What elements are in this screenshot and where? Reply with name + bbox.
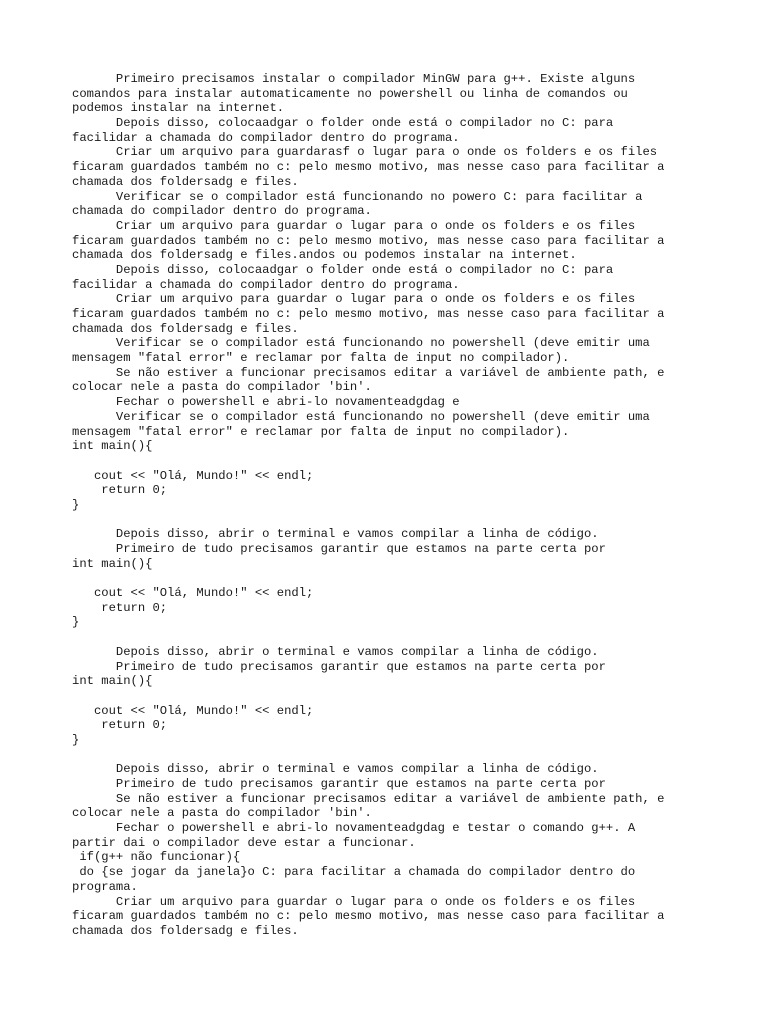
text-line: comandos para instalar automaticamente no powershell ou linha de comandos ou	[72, 86, 628, 101]
text-line: Depois disso, colocaadgar o folder onde está o compilador no C: para	[72, 262, 614, 277]
text-line: Primeiro de tudo precisamos garantir que estamos na parte certa por	[72, 777, 606, 791]
text-line: chamada dos foldersadg e files.	[72, 923, 299, 938]
text-line	[72, 454, 692, 469]
text-line: chamada do compilador dentro do programa.	[72, 204, 372, 219]
text-line: do {se jogar da janela}o C: para facilitar a chamada do compilador dentro do	[72, 865, 636, 880]
text-line: cout << "Olá, Mundo!" << endl;	[72, 703, 314, 718]
text-line: Verificar se o compilador está funcionando no powershell (deve emitir uma	[72, 409, 650, 424]
text-line	[72, 630, 692, 645]
text-line: facilidar a chamada do compilador dentro do programa.	[72, 130, 460, 145]
text-line: colocar nele a pasta do compilador 'bin'.	[72, 380, 372, 395]
text-line: Primeiro de tudo precisamos garantir que estamos na parte certa por	[72, 659, 606, 674]
document-page	[72, 72, 692, 939]
text-line: }	[72, 497, 80, 512]
text-line: cout << "Olá, Mundo!" << endl;	[72, 586, 314, 601]
text-line: int main(){	[72, 556, 153, 571]
text-line	[72, 689, 692, 704]
text-line: chamada dos foldersadg e files.	[72, 174, 299, 189]
text-line: chamada dos foldersadg e files.	[72, 321, 299, 336]
text-line: Primeiro precisamos instalar o compilador MinGW para g++. Existe alguns	[72, 72, 636, 86]
text-line: partir dai o compilador deve estar a funcionar.	[72, 835, 416, 850]
text-line	[72, 748, 692, 763]
text-line: Criar um arquivo para guardar o lugar para o onde os folders e os files	[72, 292, 636, 307]
text-line: Criar um arquivo para guardar o lugar para o onde os folders e os files	[72, 218, 636, 233]
text-line: mensagem "fatal error" e reclamar por falta de input no compilador).	[72, 424, 570, 439]
text-line: Depois disso, abrir o terminal e vamos compilar a linha de código.	[72, 527, 599, 542]
text-line: mensagem "fatal error" e reclamar por falta de input no compilador).	[72, 351, 570, 366]
text-line: chamada dos foldersadg e files.andos ou podemos instalar na internet.	[72, 248, 577, 263]
text-line: facilidar a chamada do compilador dentro do programa.	[72, 277, 460, 292]
text-line: ficaram guardados também no c: pelo mesmo motivo, mas nesse caso para facilitar a	[72, 233, 665, 248]
text-line: ficaram guardados também no c: pelo mesmo motivo, mas nesse caso para facilitar a	[72, 909, 665, 924]
text-line: Depois disso, abrir o terminal e vamos compilar a linha de código.	[72, 644, 599, 659]
text-line: colocar nele a pasta do compilador 'bin'.	[72, 806, 372, 821]
text-line: ficaram guardados também no c: pelo mesmo motivo, mas nesse caso para facilitar a	[72, 160, 665, 175]
text-line	[72, 513, 692, 528]
text-line: Fechar o powershell e abri-lo novamenteadgdag e testar o comando g++. A	[72, 821, 636, 836]
text-line: }	[72, 615, 80, 630]
text-line: Verificar se o compilador está funcionando no powero C: para facilitar a	[72, 189, 643, 204]
text-line: Fechar o powershell e abri-lo novamenteadgdag e	[72, 395, 460, 410]
text-line: Depois disso, colocaadgar o folder onde está o compilador no C: para	[72, 116, 614, 131]
text-line: Se não estiver a funcionar precisamos editar a variável de ambiente path, e	[72, 365, 665, 380]
text-line: programa.	[72, 879, 138, 894]
text-line: Criar um arquivo para guardar o lugar para o onde os folders e os files	[72, 894, 636, 909]
text-line: return 0;	[72, 718, 168, 733]
text-line: Se não estiver a funcionar precisamos editar a variável de ambiente path, e	[72, 791, 665, 806]
text-line: if(g++ não funcionar){	[72, 850, 241, 865]
text-line: }	[72, 732, 80, 747]
text-line: return 0;	[72, 483, 168, 498]
text-line: int main(){	[72, 439, 153, 454]
text-line: return 0;	[72, 600, 168, 615]
text-line: ficaram guardados também no c: pelo mesmo motivo, mas nesse caso para facilitar a	[72, 307, 665, 321]
text-line: cout << "Olá, Mundo!" << endl;	[72, 468, 314, 483]
text-line: int main(){	[72, 674, 153, 689]
text-line: podemos instalar na internet.	[72, 101, 285, 116]
text-line	[72, 571, 692, 586]
text-line: Verificar se o compilador está funcionando no powershell (deve emitir uma	[72, 336, 650, 351]
text-line: Primeiro de tudo precisamos garantir que estamos na parte certa por	[72, 542, 606, 556]
text-line: Criar um arquivo para guardarasf o lugar para o onde os folders e os files	[72, 145, 658, 160]
text-line: Depois disso, abrir o terminal e vamos compilar a linha de código.	[72, 762, 599, 777]
